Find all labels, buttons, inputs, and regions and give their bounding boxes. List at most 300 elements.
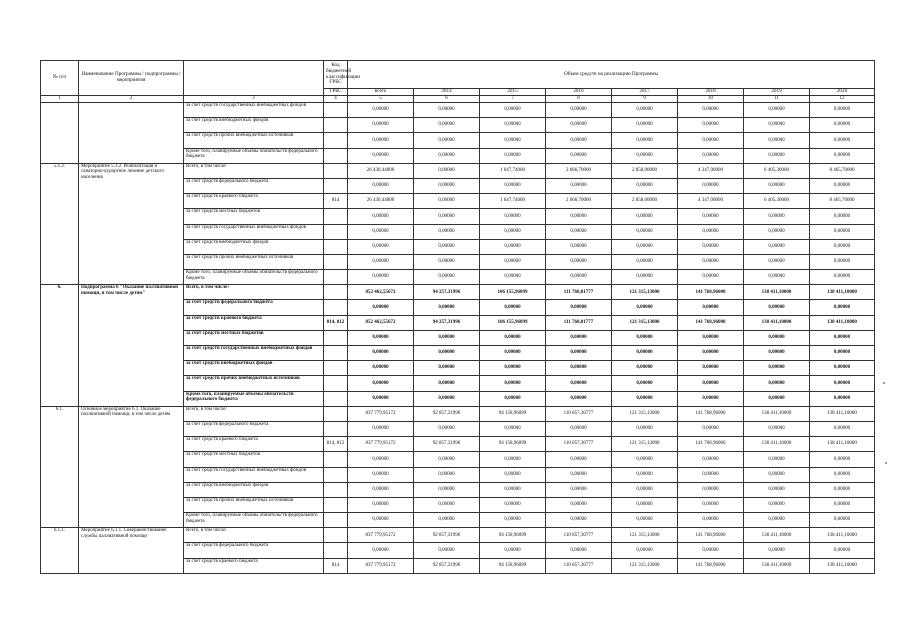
- value-year: 0,00000: [810, 209, 875, 224]
- scan-speck: [883, 382, 885, 384]
- value-total: 0,00000: [348, 543, 414, 558]
- value-year: 0,00000: [744, 133, 810, 148]
- budget-code: [324, 346, 348, 361]
- funding-source: за счет средств местных бюджетов: [184, 452, 324, 467]
- value-year: 0,00000: [546, 421, 612, 436]
- budget-code: [324, 528, 348, 543]
- value-year: 0,00000: [810, 513, 875, 528]
- funding-source: за счет средств местных бюджетов: [184, 209, 324, 224]
- value-year: 0,00000: [810, 300, 875, 315]
- value-year: 0,00000: [414, 209, 480, 224]
- budget-code: [324, 285, 348, 300]
- value-year: 138 411,10000: [810, 406, 875, 421]
- header-year: 2014: [414, 89, 480, 96]
- value-total: 0,00000: [348, 452, 414, 467]
- value-year: 0,00000: [744, 148, 810, 163]
- value-year: 0,00000: [414, 452, 480, 467]
- value-year: 0,00000: [480, 103, 546, 118]
- value-year: 0,00000: [678, 391, 744, 406]
- value-year: 0,00000: [810, 361, 875, 376]
- header-year: 2020: [810, 89, 875, 96]
- value-year: 0,00000: [546, 543, 612, 558]
- value-year: 138 411,10000: [810, 558, 875, 573]
- value-year: 0,00000: [612, 103, 678, 118]
- column-number: 10: [678, 96, 744, 103]
- value-year: 0,00000: [678, 118, 744, 133]
- funding-source: за счет средств краевого бюджета: [184, 194, 324, 209]
- header-code-grbs: ГРБС: [324, 89, 348, 96]
- value-year: 0,00000: [480, 118, 546, 133]
- value-year: 0,00000: [810, 467, 875, 482]
- funding-source: Кроме того, планируемые объемы обязательств федерального бюджета: [184, 148, 324, 163]
- value-total: 837 779,95172: [348, 528, 414, 543]
- value-year: 1 647,74000: [480, 194, 546, 209]
- budget-code: [324, 224, 348, 239]
- column-number: 5: [348, 96, 414, 103]
- value-total: 0,00000: [348, 361, 414, 376]
- value-year: 0,00000: [678, 103, 744, 118]
- value-year: 0,00000: [744, 482, 810, 497]
- budget-code: [324, 452, 348, 467]
- value-year: 0,00000: [678, 224, 744, 239]
- row-number: [41, 103, 79, 164]
- value-year: 92 857,31996: [414, 437, 480, 452]
- value-year: 0,00000: [612, 452, 678, 467]
- budget-code: [324, 118, 348, 133]
- value-year: 0,00000: [612, 513, 678, 528]
- value-year: 0,00000: [612, 254, 678, 269]
- value-year: 0,00000: [744, 421, 810, 436]
- value-year: 0,00000: [810, 482, 875, 497]
- column-number: 11: [744, 96, 810, 103]
- value-year: 0,00000: [612, 391, 678, 406]
- value-year: 0,00000: [414, 513, 480, 528]
- value-year: 138 411,10000: [810, 285, 875, 300]
- value-year: 106 155,96099: [480, 285, 546, 300]
- value-year: 0,00000: [480, 239, 546, 254]
- value-total: 837 779,95172: [348, 406, 414, 421]
- value-year: 0,00000: [414, 391, 480, 406]
- funding-source: за счет средств федерального бюджета: [184, 178, 324, 193]
- value-year: 0,00000: [546, 239, 612, 254]
- value-year: 138 411,10000: [810, 437, 875, 452]
- value-year: 0,00000: [810, 270, 875, 285]
- program-name: [79, 103, 184, 164]
- value-year: 2 858,00000: [612, 163, 678, 178]
- value-year: 0,00000: [678, 452, 744, 467]
- value-year: 0,00000: [810, 330, 875, 345]
- value-year: 0,00000: [678, 482, 744, 497]
- value-year: 2 666,70000: [546, 163, 612, 178]
- value-total: 0,00000: [348, 133, 414, 148]
- value-year: 0,00000: [414, 148, 480, 163]
- funding-source: за счет средств федерального бюджета: [184, 421, 324, 436]
- header-year: 2017: [612, 89, 678, 96]
- column-number: 2: [79, 96, 184, 103]
- funding-source: за счет средств федерального бюджета: [184, 300, 324, 315]
- value-year: 0,00000: [678, 270, 744, 285]
- funding-source: за счет средств прочих внебюджетных источников: [184, 497, 324, 512]
- value-year: 0,00000: [744, 376, 810, 391]
- funding-source: за счет средств краевого бюджета: [184, 437, 324, 452]
- value-year: 110 857,30777: [546, 528, 612, 543]
- value-year: 138 411,10000: [744, 558, 810, 573]
- funding-source: Всего, в том числе:: [184, 285, 324, 300]
- budget-code: [324, 513, 348, 528]
- funding-source: за счет средств государственных внебюджетных фондов: [184, 103, 324, 118]
- value-total: 0,00000: [348, 482, 414, 497]
- value-total: 0,00000: [348, 103, 414, 118]
- value-year: 0,00000: [678, 330, 744, 345]
- value-year: 0,00000: [546, 482, 612, 497]
- header-total: всего: [348, 89, 414, 96]
- value-year: 0,00000: [810, 452, 875, 467]
- value-year: 0,00000: [810, 254, 875, 269]
- value-year: 0,00000: [414, 118, 480, 133]
- value-total: 0,00000: [348, 346, 414, 361]
- value-year: 0,00000: [546, 467, 612, 482]
- value-year: 1 647,74000: [480, 163, 546, 178]
- value-year: 0,00000: [546, 103, 612, 118]
- value-year: 0,00000: [744, 452, 810, 467]
- value-year: 0,00000: [678, 178, 744, 193]
- funding-source: за счет средств местных бюджетов: [184, 330, 324, 345]
- value-total: 0,00000: [348, 497, 414, 512]
- value-year: 0,00000: [678, 543, 744, 558]
- budget-code: 814, 812: [324, 315, 348, 330]
- value-year: 0,00000: [744, 239, 810, 254]
- value-year: 0,00000: [480, 376, 546, 391]
- value-year: 0,00000: [480, 178, 546, 193]
- value-year: 0,00000: [744, 300, 810, 315]
- value-year: 0,00000: [678, 346, 744, 361]
- value-year: 0,00000: [744, 543, 810, 558]
- value-year: 0,00000: [810, 543, 875, 558]
- header-year: 2016: [546, 89, 612, 96]
- value-year: 94 158,96099: [480, 528, 546, 543]
- value-year: 138 411,10000: [744, 437, 810, 452]
- table-row: [41, 285, 875, 300]
- value-year: 0,00000: [546, 209, 612, 224]
- value-year: 138 411,10000: [744, 528, 810, 543]
- row-number: 6.1.: [41, 406, 79, 528]
- value-year: 0,00000: [678, 209, 744, 224]
- value-year: 0,00000: [678, 513, 744, 528]
- value-year: 0,00000: [612, 148, 678, 163]
- value-year: 0,00000: [810, 103, 875, 118]
- funding-source: за счет средств федерального бюджета: [184, 543, 324, 558]
- value-year: 0,00000: [810, 133, 875, 148]
- funding-source: Всего, в том числе:: [184, 406, 324, 421]
- value-year: 0,00000: [612, 178, 678, 193]
- value-year: 0,00000: [480, 361, 546, 376]
- value-year: 0,00000: [612, 361, 678, 376]
- value-year: 0,00000: [414, 497, 480, 512]
- value-year: 92 857,31996: [414, 558, 480, 573]
- value-year: 0,00000: [678, 254, 744, 269]
- budget-code: 814: [324, 558, 348, 573]
- program-name: Подпрограмма 6 "Оказание паллиативной помощи, в том числе детям": [79, 285, 184, 407]
- table-row: [41, 163, 875, 178]
- value-year: 0,00000: [612, 482, 678, 497]
- value-year: 0,00000: [480, 421, 546, 436]
- value-year: 111 760,01777: [546, 285, 612, 300]
- funding-source: Всего, в том числе:: [184, 163, 324, 178]
- value-year: 138 411,10000: [744, 406, 810, 421]
- budget-code: [324, 270, 348, 285]
- value-year: 0,00000: [744, 467, 810, 482]
- value-year: 0,00000: [744, 497, 810, 512]
- value-year: 0,00000: [744, 513, 810, 528]
- value-total: 0,00000: [348, 513, 414, 528]
- value-year: 0,00000: [546, 118, 612, 133]
- budget-code: [324, 391, 348, 406]
- budget-code: [324, 361, 348, 376]
- value-total: 0,00000: [348, 421, 414, 436]
- value-year: 138 411,10000: [810, 528, 875, 543]
- value-year: 121 315,13000: [612, 315, 678, 330]
- value-year: 0,00000: [480, 254, 546, 269]
- value-year: 0,00000: [612, 300, 678, 315]
- value-year: 0,00000: [612, 133, 678, 148]
- value-year: 0,00000: [678, 376, 744, 391]
- value-year: 0,00000: [480, 148, 546, 163]
- value-year: 0,00000: [414, 239, 480, 254]
- value-year: 0,00000: [612, 376, 678, 391]
- value-year: 2 666,70000: [546, 194, 612, 209]
- budget-code: [324, 497, 348, 512]
- value-year: 141 768,96000: [678, 406, 744, 421]
- value-year: 0,00000: [810, 497, 875, 512]
- value-year: 0,00000: [546, 361, 612, 376]
- value-year: 6 405,30000: [744, 194, 810, 209]
- budget-code: [324, 178, 348, 193]
- value-year: 138 411,10000: [744, 315, 810, 330]
- value-year: 0,00000: [480, 452, 546, 467]
- budget-code: [324, 254, 348, 269]
- funding-source: за счет средств внебюджетных фондов: [184, 482, 324, 497]
- value-total: 837 779,95172: [348, 437, 414, 452]
- value-year: 4 347,00000: [678, 163, 744, 178]
- value-year: 0,00000: [612, 346, 678, 361]
- value-year: 94 257,31996: [414, 315, 480, 330]
- funding-source: Кроме того, планируемые объемы обязательств федерального бюджета: [184, 513, 324, 528]
- value-year: 141 768,96000: [678, 558, 744, 573]
- funding-source: Кроме того, планируемые объемы обязательств федерального бюджета: [184, 391, 324, 406]
- budget-code: [324, 163, 348, 178]
- row-number: 5.1.2.: [41, 163, 79, 285]
- value-year: 0,00000: [414, 543, 480, 558]
- funding-source: за счет средств внебюджетных фондов: [184, 361, 324, 376]
- value-year: 94 158,96099: [480, 558, 546, 573]
- funding-source: за счет средств внебюджетных фондов: [184, 239, 324, 254]
- value-year: 0,00000: [480, 133, 546, 148]
- row-number: 6.1.1.: [41, 528, 79, 574]
- funding-source: за счет средств государственных внебюджетных фондов: [184, 224, 324, 239]
- value-year: 110 857,30777: [546, 437, 612, 452]
- column-number: 4: [324, 96, 348, 103]
- value-year: 0,00000: [612, 497, 678, 512]
- scan-speck: [885, 462, 887, 464]
- value-year: 0,00000: [744, 270, 810, 285]
- value-year: 0,00000: [480, 270, 546, 285]
- header-blank: [184, 61, 324, 96]
- value-year: 0,00000: [612, 421, 678, 436]
- column-number: 7: [480, 96, 546, 103]
- value-year: 94 158,96099: [480, 437, 546, 452]
- value-year: 0,00000: [546, 346, 612, 361]
- funding-source: за счет средств внебюджетных фондов: [184, 118, 324, 133]
- value-year: 0,00000: [678, 421, 744, 436]
- value-year: 0,00000: [744, 346, 810, 361]
- value-year: 0,00000: [546, 376, 612, 391]
- value-year: 0,00000: [546, 178, 612, 193]
- value-year: 0,00000: [678, 148, 744, 163]
- value-year: 0,00000: [414, 178, 480, 193]
- funding-source: за счет средств прочих внебюджетных источников: [184, 376, 324, 391]
- value-year: 121 315,13000: [612, 558, 678, 573]
- value-total: 0,00000: [348, 118, 414, 133]
- value-year: 110 857,30777: [546, 558, 612, 573]
- value-year: 121 315,13000: [612, 437, 678, 452]
- funding-source: за счет средств прочих внебюджетных источников: [184, 254, 324, 269]
- column-number: 12: [810, 96, 875, 103]
- value-year: 0,00000: [744, 254, 810, 269]
- value-total: 0,00000: [348, 178, 414, 193]
- value-year: 121 315,13000: [612, 528, 678, 543]
- value-year: 92 857,31996: [414, 528, 480, 543]
- value-year: 111 760,01777: [546, 315, 612, 330]
- budget-code: [324, 239, 348, 254]
- value-year: 2 858,00000: [612, 194, 678, 209]
- value-year: 0,00000: [414, 467, 480, 482]
- value-total: 0,00000: [348, 239, 414, 254]
- value-year: 0,00000: [612, 224, 678, 239]
- budget-table: [40, 60, 875, 574]
- program-name: Основное мероприятие 6.1. Оказание паллиативной помощи, в том числе детям: [79, 406, 184, 528]
- header-year: 2018: [678, 89, 744, 96]
- value-year: 0,00000: [480, 209, 546, 224]
- value-year: 0,00000: [480, 513, 546, 528]
- value-year: 0,00000: [744, 103, 810, 118]
- value-year: 4 347,00000: [678, 194, 744, 209]
- value-year: 0,00000: [480, 497, 546, 512]
- value-total: 26 430,44000: [348, 163, 414, 178]
- value-year: 0,00000: [414, 133, 480, 148]
- funding-source: за счет средств прочих внебюджетных источников: [184, 133, 324, 148]
- value-total: 0,00000: [348, 330, 414, 345]
- value-year: 0,00000: [744, 361, 810, 376]
- value-year: 106 155,96099: [480, 315, 546, 330]
- value-year: 0,00000: [744, 209, 810, 224]
- value-year: 0,00000: [480, 330, 546, 345]
- value-year: 0,00000: [810, 224, 875, 239]
- value-year: 94 257,31996: [414, 285, 480, 300]
- value-year: 0,00000: [678, 497, 744, 512]
- value-total: 852 462,55672: [348, 285, 414, 300]
- value-year: 0,00000: [546, 270, 612, 285]
- value-year: 0,00000: [810, 148, 875, 163]
- value-year: 0,00000: [414, 224, 480, 239]
- value-year: 0,00000: [744, 118, 810, 133]
- value-year: 141 768,96000: [678, 315, 744, 330]
- value-year: 6 405,30000: [744, 163, 810, 178]
- value-year: 0,00000: [414, 103, 480, 118]
- value-year: 121 315,13000: [612, 406, 678, 421]
- program-name: Мероприятие 5.1.2. Реабилитация и санаторно-курортное лечение детского населения: [79, 163, 184, 285]
- value-total: 0,00000: [348, 209, 414, 224]
- value-year: 0,00000: [414, 376, 480, 391]
- value-year: 0,00000: [414, 163, 480, 178]
- funding-source: за счет средств государственных внебюджетных фондов: [184, 467, 324, 482]
- column-number: 8: [546, 96, 612, 103]
- value-total: 0,00000: [348, 148, 414, 163]
- value-year: 121 315,13000: [612, 285, 678, 300]
- value-total: 0,00000: [348, 270, 414, 285]
- header-code: Код бюджетной классификации ГРБС: [324, 61, 348, 89]
- value-year: 0,00000: [612, 467, 678, 482]
- value-year: 141 768,96000: [678, 437, 744, 452]
- funding-source: Кроме того, планируемые объемы обязательств федерального бюджета: [184, 270, 324, 285]
- column-number: 1: [41, 96, 79, 103]
- value-year: 0,00000: [810, 239, 875, 254]
- value-year: 0,00000: [678, 467, 744, 482]
- value-year: 138 411,10000: [744, 285, 810, 300]
- value-total: 0,00000: [348, 376, 414, 391]
- value-year: 0,00000: [744, 391, 810, 406]
- row-number: 6.: [41, 285, 79, 407]
- value-year: 0,00000: [612, 209, 678, 224]
- value-year: 141 768,96000: [678, 285, 744, 300]
- header-year: 2019: [744, 89, 810, 96]
- value-year: 0,00000: [480, 467, 546, 482]
- funding-source: за счет средств краевого бюджета: [184, 558, 324, 573]
- value-year: 0,00000: [678, 133, 744, 148]
- value-year: 0,00000: [414, 482, 480, 497]
- value-year: 0,00000: [678, 361, 744, 376]
- value-year: 0,00000: [480, 224, 546, 239]
- table-row: [41, 103, 875, 118]
- value-year: 0,00000: [744, 330, 810, 345]
- value-year: 0,00000: [612, 239, 678, 254]
- value-year: 92 857,31996: [414, 406, 480, 421]
- table-row: [41, 406, 875, 421]
- value-year: 0,00000: [546, 224, 612, 239]
- value-year: 0,00000: [480, 300, 546, 315]
- value-year: 8 465,70000: [810, 163, 875, 178]
- value-year: 0,00000: [480, 543, 546, 558]
- column-number: 9: [612, 96, 678, 103]
- budget-code: [324, 482, 348, 497]
- value-year: 0,00000: [414, 194, 480, 209]
- value-year: 0,00000: [810, 376, 875, 391]
- value-year: 138 411,10000: [810, 315, 875, 330]
- value-total: 26 430,44000: [348, 194, 414, 209]
- header-name: Наименование Программы / подпрограммы / мероприятия: [79, 61, 184, 96]
- value-total: 0,00000: [348, 224, 414, 239]
- value-year: 0,00000: [414, 330, 480, 345]
- table-row: [41, 528, 875, 543]
- budget-code: [324, 406, 348, 421]
- value-total: 0,00000: [348, 300, 414, 315]
- value-year: 0,00000: [612, 543, 678, 558]
- value-year: 0,00000: [546, 391, 612, 406]
- value-total: 837 779,95172: [348, 558, 414, 573]
- column-number: 6: [414, 96, 480, 103]
- value-year: 0,00000: [810, 421, 875, 436]
- value-year: 0,00000: [414, 361, 480, 376]
- value-year: 0,00000: [810, 391, 875, 406]
